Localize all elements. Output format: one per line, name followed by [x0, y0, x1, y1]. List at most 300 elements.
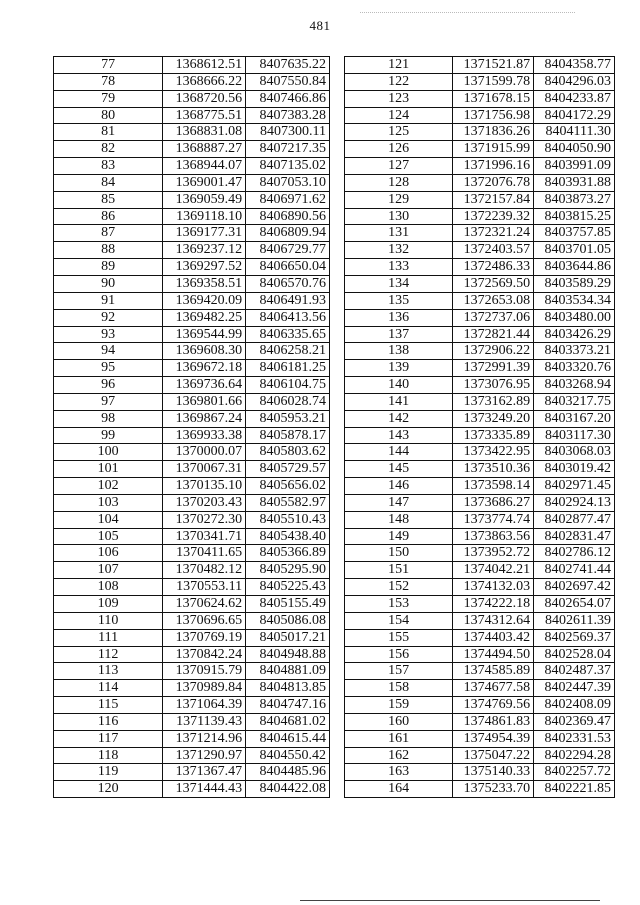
x-coordinate-cell: 1371915.99 [453, 141, 534, 158]
x-coordinate-cell: 1374769.56 [453, 697, 534, 714]
table-row [54, 410, 330, 427]
y-coordinate-cell: 8403117.30 [534, 427, 615, 444]
page-bottom-edge-line [300, 900, 600, 901]
y-coordinate-cell: 8407635.22 [246, 57, 330, 74]
table-row [54, 730, 330, 747]
y-coordinate-cell: 8405878.17 [246, 427, 330, 444]
x-coordinate-cell: 1373863.56 [453, 528, 534, 545]
table-row [54, 242, 330, 259]
point-number-cell: 160 [345, 713, 453, 730]
y-coordinate-cell: 8402971.45 [534, 478, 615, 495]
x-coordinate-cell: 1372906.22 [453, 343, 534, 360]
y-coordinate-cell: 8405438.40 [246, 528, 330, 545]
y-coordinate-cell: 8404681.02 [246, 713, 330, 730]
point-number-cell: 118 [54, 747, 163, 764]
point-number-cell: 145 [345, 461, 453, 478]
x-coordinate-cell: 1369001.47 [163, 174, 246, 191]
table-row [345, 343, 615, 360]
point-number-cell: 119 [54, 764, 163, 781]
point-number-cell: 150 [345, 545, 453, 562]
y-coordinate-cell: 8403644.86 [534, 259, 615, 276]
y-coordinate-cell: 8407383.28 [246, 107, 330, 124]
y-coordinate-cell: 8405295.90 [246, 562, 330, 579]
point-number-cell: 107 [54, 562, 163, 579]
y-coordinate-cell: 8406570.76 [246, 275, 330, 292]
y-coordinate-cell: 8403217.75 [534, 393, 615, 410]
x-coordinate-cell: 1368887.27 [163, 141, 246, 158]
table-row [54, 494, 330, 511]
point-number-cell: 89 [54, 259, 163, 276]
x-coordinate-cell: 1372157.84 [453, 191, 534, 208]
table-row [345, 73, 615, 90]
table-row [345, 410, 615, 427]
table-row [345, 528, 615, 545]
table-row [54, 781, 330, 798]
y-coordinate-cell: 8403426.29 [534, 326, 615, 343]
point-number-cell: 156 [345, 646, 453, 663]
point-number-cell: 120 [54, 781, 163, 798]
table-row [54, 713, 330, 730]
point-number-cell: 77 [54, 57, 163, 74]
table-row [54, 90, 330, 107]
x-coordinate-cell: 1373952.72 [453, 545, 534, 562]
table-body [345, 57, 615, 798]
table-row [345, 225, 615, 242]
point-number-cell: 110 [54, 612, 163, 629]
y-coordinate-cell: 8404881.09 [246, 663, 330, 680]
y-coordinate-cell: 8404296.03 [534, 73, 615, 90]
point-number-cell: 128 [345, 174, 453, 191]
point-number-cell: 121 [345, 57, 453, 74]
x-coordinate-cell: 1371367.47 [163, 764, 246, 781]
x-coordinate-cell: 1371678.15 [453, 90, 534, 107]
x-coordinate-cell: 1369177.31 [163, 225, 246, 242]
point-number-cell: 161 [345, 730, 453, 747]
y-coordinate-cell: 8404813.85 [246, 680, 330, 697]
y-coordinate-cell: 8402741.44 [534, 562, 615, 579]
table-row [54, 747, 330, 764]
table-row [345, 242, 615, 259]
table-row [54, 360, 330, 377]
point-number-cell: 113 [54, 663, 163, 680]
table-row [54, 697, 330, 714]
point-number-cell: 92 [54, 309, 163, 326]
table-row [54, 629, 330, 646]
x-coordinate-cell: 1369867.24 [163, 410, 246, 427]
table-row [345, 730, 615, 747]
point-number-cell: 86 [54, 208, 163, 225]
x-coordinate-cell: 1369237.12 [163, 242, 246, 259]
table-row [54, 444, 330, 461]
x-coordinate-cell: 1370624.62 [163, 596, 246, 613]
point-number-cell: 104 [54, 511, 163, 528]
y-coordinate-cell: 8406104.75 [246, 377, 330, 394]
point-number-cell: 153 [345, 596, 453, 613]
y-coordinate-cell: 8405017.21 [246, 629, 330, 646]
y-coordinate-cell: 8402569.37 [534, 629, 615, 646]
x-coordinate-cell: 1370553.11 [163, 579, 246, 596]
table-row [54, 579, 330, 596]
point-number-cell: 108 [54, 579, 163, 596]
x-coordinate-cell: 1371064.39 [163, 697, 246, 714]
table-row [54, 343, 330, 360]
y-coordinate-cell: 8403268.94 [534, 377, 615, 394]
x-coordinate-cell: 1369358.51 [163, 275, 246, 292]
point-number-cell: 140 [345, 377, 453, 394]
x-coordinate-cell: 1373598.14 [453, 478, 534, 495]
table-row [54, 663, 330, 680]
point-number-cell: 98 [54, 410, 163, 427]
y-coordinate-cell: 8402786.12 [534, 545, 615, 562]
table-body [54, 57, 330, 798]
x-coordinate-cell: 1370067.31 [163, 461, 246, 478]
table-row [345, 191, 615, 208]
x-coordinate-cell: 1370915.79 [163, 663, 246, 680]
table-row [345, 292, 615, 309]
x-coordinate-cell: 1373422.95 [453, 444, 534, 461]
point-number-cell: 97 [54, 393, 163, 410]
y-coordinate-cell: 8404747.16 [246, 697, 330, 714]
point-number-cell: 88 [54, 242, 163, 259]
x-coordinate-cell: 1371521.87 [453, 57, 534, 74]
y-coordinate-cell: 8402369.47 [534, 713, 615, 730]
x-coordinate-cell: 1373686.27 [453, 494, 534, 511]
y-coordinate-cell: 8404233.87 [534, 90, 615, 107]
y-coordinate-cell: 8404422.08 [246, 781, 330, 798]
table-row [345, 360, 615, 377]
point-number-cell: 78 [54, 73, 163, 90]
y-coordinate-cell: 8406181.25 [246, 360, 330, 377]
y-coordinate-cell: 8403757.85 [534, 225, 615, 242]
x-coordinate-cell: 1371139.43 [163, 713, 246, 730]
y-coordinate-cell: 8404615.44 [246, 730, 330, 747]
table-row [345, 764, 615, 781]
point-number-cell: 114 [54, 680, 163, 697]
y-coordinate-cell: 8405953.21 [246, 410, 330, 427]
coordinates-table-right [344, 56, 615, 798]
point-number-cell: 149 [345, 528, 453, 545]
table-row [54, 612, 330, 629]
x-coordinate-cell: 1368831.08 [163, 124, 246, 141]
table-row [54, 275, 330, 292]
x-coordinate-cell: 1373774.74 [453, 511, 534, 528]
x-coordinate-cell: 1370989.84 [163, 680, 246, 697]
y-coordinate-cell: 8403589.29 [534, 275, 615, 292]
table-row [54, 596, 330, 613]
y-coordinate-cell: 8402331.53 [534, 730, 615, 747]
table-row [345, 663, 615, 680]
y-coordinate-cell: 8404172.29 [534, 107, 615, 124]
x-coordinate-cell: 1370696.65 [163, 612, 246, 629]
x-coordinate-cell: 1375047.22 [453, 747, 534, 764]
point-number-cell: 163 [345, 764, 453, 781]
y-coordinate-cell: 8402654.07 [534, 596, 615, 613]
x-coordinate-cell: 1371290.97 [163, 747, 246, 764]
x-coordinate-cell: 1375140.33 [453, 764, 534, 781]
y-coordinate-cell: 8403931.88 [534, 174, 615, 191]
y-coordinate-cell: 8402487.37 [534, 663, 615, 680]
y-coordinate-cell: 8402877.47 [534, 511, 615, 528]
table-row [345, 612, 615, 629]
table-row [54, 158, 330, 175]
x-coordinate-cell: 1372821.44 [453, 326, 534, 343]
point-number-cell: 129 [345, 191, 453, 208]
table-row [345, 141, 615, 158]
y-coordinate-cell: 8402924.13 [534, 494, 615, 511]
table-row [54, 461, 330, 478]
x-coordinate-cell: 1369118.10 [163, 208, 246, 225]
table-row [345, 562, 615, 579]
x-coordinate-cell: 1369297.52 [163, 259, 246, 276]
x-coordinate-cell: 1370341.71 [163, 528, 246, 545]
table-row [54, 191, 330, 208]
point-number-cell: 90 [54, 275, 163, 292]
x-coordinate-cell: 1374861.83 [453, 713, 534, 730]
point-number-cell: 103 [54, 494, 163, 511]
point-number-cell: 141 [345, 393, 453, 410]
point-number-cell: 136 [345, 309, 453, 326]
point-number-cell: 134 [345, 275, 453, 292]
y-coordinate-cell: 8405582.97 [246, 494, 330, 511]
y-coordinate-cell: 8405803.62 [246, 444, 330, 461]
x-coordinate-cell: 1370482.12 [163, 562, 246, 579]
point-number-cell: 135 [345, 292, 453, 309]
table-row [54, 646, 330, 663]
table-row [54, 511, 330, 528]
x-coordinate-cell: 1371996.16 [453, 158, 534, 175]
point-number-cell: 112 [54, 646, 163, 663]
table-row [54, 427, 330, 444]
x-coordinate-cell: 1373249.20 [453, 410, 534, 427]
y-coordinate-cell: 8406971.62 [246, 191, 330, 208]
x-coordinate-cell: 1372653.08 [453, 292, 534, 309]
point-number-cell: 99 [54, 427, 163, 444]
x-coordinate-cell: 1368612.51 [163, 57, 246, 74]
point-number-cell: 124 [345, 107, 453, 124]
y-coordinate-cell: 8405086.08 [246, 612, 330, 629]
point-number-cell: 115 [54, 697, 163, 714]
y-coordinate-cell: 8402611.39 [534, 612, 615, 629]
x-coordinate-cell: 1373510.36 [453, 461, 534, 478]
point-number-cell: 105 [54, 528, 163, 545]
point-number-cell: 155 [345, 629, 453, 646]
point-number-cell: 80 [54, 107, 163, 124]
table-row [54, 225, 330, 242]
x-coordinate-cell: 1370272.30 [163, 511, 246, 528]
table-row [54, 73, 330, 90]
y-coordinate-cell: 8406809.94 [246, 225, 330, 242]
x-coordinate-cell: 1369059.49 [163, 191, 246, 208]
y-coordinate-cell: 8406028.74 [246, 393, 330, 410]
y-coordinate-cell: 8404050.90 [534, 141, 615, 158]
x-coordinate-cell: 1374677.58 [453, 680, 534, 697]
x-coordinate-cell: 1368666.22 [163, 73, 246, 90]
table-row [345, 377, 615, 394]
table-row [345, 393, 615, 410]
y-coordinate-cell: 8403701.05 [534, 242, 615, 259]
y-coordinate-cell: 8403320.76 [534, 360, 615, 377]
x-coordinate-cell: 1369420.09 [163, 292, 246, 309]
point-number-cell: 87 [54, 225, 163, 242]
point-number-cell: 100 [54, 444, 163, 461]
table-row [345, 275, 615, 292]
point-number-cell: 109 [54, 596, 163, 613]
point-number-cell: 83 [54, 158, 163, 175]
x-coordinate-cell: 1370842.24 [163, 646, 246, 663]
y-coordinate-cell: 8402221.85 [534, 781, 615, 798]
table-row [345, 444, 615, 461]
table-row [345, 57, 615, 74]
x-coordinate-cell: 1372569.50 [453, 275, 534, 292]
x-coordinate-cell: 1371599.78 [453, 73, 534, 90]
y-coordinate-cell: 8402294.28 [534, 747, 615, 764]
table-row [54, 174, 330, 191]
x-coordinate-cell: 1369482.25 [163, 309, 246, 326]
point-number-cell: 143 [345, 427, 453, 444]
point-number-cell: 126 [345, 141, 453, 158]
table-row [345, 461, 615, 478]
y-coordinate-cell: 8403534.34 [534, 292, 615, 309]
y-coordinate-cell: 8404485.96 [246, 764, 330, 781]
x-coordinate-cell: 1374494.50 [453, 646, 534, 663]
table-row [345, 511, 615, 528]
y-coordinate-cell: 8403873.27 [534, 191, 615, 208]
y-coordinate-cell: 8406491.93 [246, 292, 330, 309]
y-coordinate-cell: 8403373.21 [534, 343, 615, 360]
point-number-cell: 123 [345, 90, 453, 107]
x-coordinate-cell: 1370769.19 [163, 629, 246, 646]
y-coordinate-cell: 8407135.02 [246, 158, 330, 175]
x-coordinate-cell: 1372486.33 [453, 259, 534, 276]
x-coordinate-cell: 1371836.26 [453, 124, 534, 141]
x-coordinate-cell: 1374954.39 [453, 730, 534, 747]
y-coordinate-cell: 8403068.03 [534, 444, 615, 461]
x-coordinate-cell: 1368775.51 [163, 107, 246, 124]
y-coordinate-cell: 8405510.43 [246, 511, 330, 528]
x-coordinate-cell: 1371756.98 [453, 107, 534, 124]
x-coordinate-cell: 1369801.66 [163, 393, 246, 410]
y-coordinate-cell: 8407053.10 [246, 174, 330, 191]
x-coordinate-cell: 1374222.18 [453, 596, 534, 613]
x-coordinate-cell: 1374132.03 [453, 579, 534, 596]
x-coordinate-cell: 1373076.95 [453, 377, 534, 394]
x-coordinate-cell: 1371214.96 [163, 730, 246, 747]
table-row [54, 680, 330, 697]
x-coordinate-cell: 1370203.43 [163, 494, 246, 511]
point-number-cell: 102 [54, 478, 163, 495]
x-coordinate-cell: 1370000.07 [163, 444, 246, 461]
table-row [345, 747, 615, 764]
y-coordinate-cell: 8403480.00 [534, 309, 615, 326]
x-coordinate-cell: 1372737.06 [453, 309, 534, 326]
y-coordinate-cell: 8402697.42 [534, 579, 615, 596]
x-coordinate-cell: 1372321.24 [453, 225, 534, 242]
point-number-cell: 142 [345, 410, 453, 427]
table-row [345, 781, 615, 798]
point-number-cell: 151 [345, 562, 453, 579]
table-row [345, 579, 615, 596]
table-row [345, 596, 615, 613]
x-coordinate-cell: 1369608.30 [163, 343, 246, 360]
y-coordinate-cell: 8402831.47 [534, 528, 615, 545]
x-coordinate-cell: 1369672.18 [163, 360, 246, 377]
table-row [54, 545, 330, 562]
y-coordinate-cell: 8407550.84 [246, 73, 330, 90]
table-row [345, 208, 615, 225]
point-number-cell: 159 [345, 697, 453, 714]
y-coordinate-cell: 8405225.43 [246, 579, 330, 596]
table-row [54, 393, 330, 410]
x-coordinate-cell: 1373162.89 [453, 393, 534, 410]
point-number-cell: 138 [345, 343, 453, 360]
table-row [345, 697, 615, 714]
x-coordinate-cell: 1371444.43 [163, 781, 246, 798]
table-row [54, 259, 330, 276]
point-number-cell: 164 [345, 781, 453, 798]
y-coordinate-cell: 8406258.21 [246, 343, 330, 360]
page-number: 481 [309, 18, 331, 33]
point-number-cell: 79 [54, 90, 163, 107]
x-coordinate-cell: 1368720.56 [163, 90, 246, 107]
table-row [54, 309, 330, 326]
y-coordinate-cell: 8405656.02 [246, 478, 330, 495]
x-coordinate-cell: 1374312.64 [453, 612, 534, 629]
y-coordinate-cell: 8402447.39 [534, 680, 615, 697]
point-number-cell: 132 [345, 242, 453, 259]
y-coordinate-cell: 8403019.42 [534, 461, 615, 478]
x-coordinate-cell: 1374585.89 [453, 663, 534, 680]
y-coordinate-cell: 8404358.77 [534, 57, 615, 74]
table-row [345, 545, 615, 562]
x-coordinate-cell: 1372403.57 [453, 242, 534, 259]
x-coordinate-cell: 1370411.65 [163, 545, 246, 562]
table-row [54, 107, 330, 124]
point-number-cell: 144 [345, 444, 453, 461]
point-number-cell: 130 [345, 208, 453, 225]
point-number-cell: 116 [54, 713, 163, 730]
y-coordinate-cell: 8403991.09 [534, 158, 615, 175]
y-coordinate-cell: 8405729.57 [246, 461, 330, 478]
point-number-cell: 147 [345, 494, 453, 511]
x-coordinate-cell: 1372239.32 [453, 208, 534, 225]
table-row [54, 562, 330, 579]
x-coordinate-cell: 1372991.39 [453, 360, 534, 377]
point-number-cell: 82 [54, 141, 163, 158]
y-coordinate-cell: 8402408.09 [534, 697, 615, 714]
point-number-cell: 94 [54, 343, 163, 360]
y-coordinate-cell: 8404111.30 [534, 124, 615, 141]
point-number-cell: 162 [345, 747, 453, 764]
point-number-cell: 139 [345, 360, 453, 377]
point-number-cell: 101 [54, 461, 163, 478]
coordinates-table-left [53, 56, 330, 798]
table-row [345, 713, 615, 730]
table-row [54, 764, 330, 781]
table-row [345, 629, 615, 646]
table-row [345, 309, 615, 326]
point-number-cell: 84 [54, 174, 163, 191]
point-number-cell: 125 [345, 124, 453, 141]
x-coordinate-cell: 1369544.99 [163, 326, 246, 343]
x-coordinate-cell: 1374042.21 [453, 562, 534, 579]
table-row [345, 646, 615, 663]
table-row [54, 292, 330, 309]
table-row [345, 124, 615, 141]
x-coordinate-cell: 1368944.07 [163, 158, 246, 175]
table-row [54, 326, 330, 343]
point-number-cell: 106 [54, 545, 163, 562]
x-coordinate-cell: 1373335.89 [453, 427, 534, 444]
